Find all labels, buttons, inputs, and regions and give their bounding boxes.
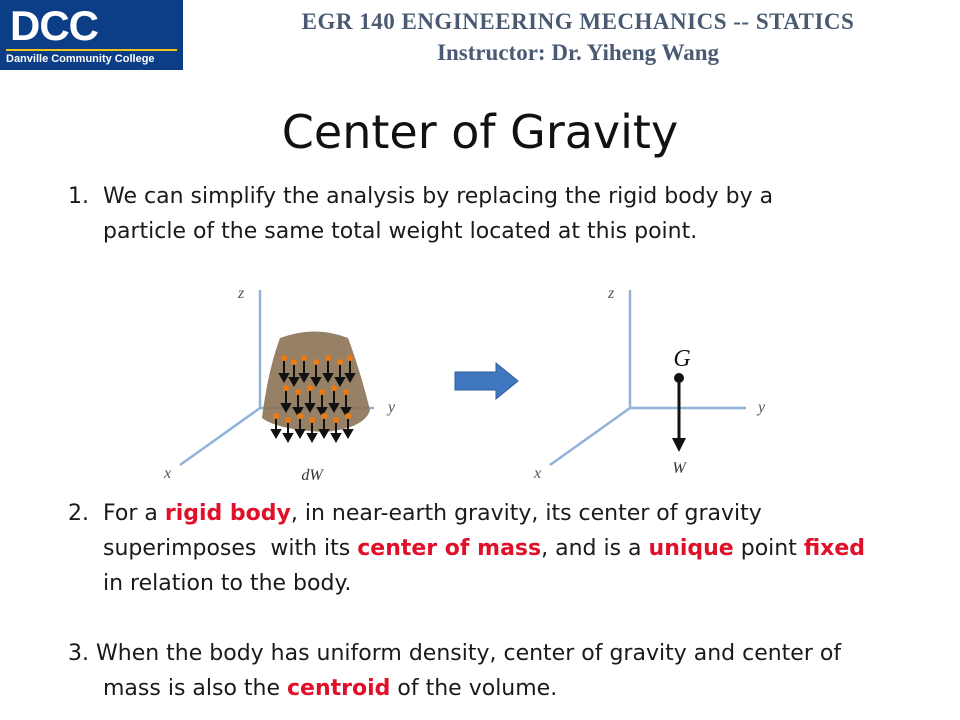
left-y-label: y xyxy=(388,399,396,416)
highlight-center-of-mass: center of mass xyxy=(357,536,542,561)
point-2-line-3: in relation to the body. xyxy=(103,571,352,596)
right-z-label: z xyxy=(608,285,615,302)
point-3-line-2 xyxy=(103,671,557,706)
point-2-line-2 xyxy=(103,531,865,566)
point-2-text-e: point xyxy=(733,536,804,561)
W-label: W xyxy=(672,460,686,477)
slide-title: Center of Gravity xyxy=(281,105,679,159)
course-title: EGR 140 ENGINEERING MECHANICS -- STATICS xyxy=(301,9,855,34)
instructor-name: Instructor: Dr. Yiheng Wang xyxy=(437,40,719,65)
point-2-line-1 xyxy=(68,496,762,531)
right-y-label: y xyxy=(758,399,766,416)
logo-mark: DCC xyxy=(10,2,98,49)
logo-college-name: Danville Community College xyxy=(6,53,155,65)
point-2-text-c: superimposes with its xyxy=(103,536,358,561)
point-1 xyxy=(68,179,89,214)
point-2-text-b: , in near-earth gravity, its center of gravity xyxy=(290,501,762,526)
left-x-axis xyxy=(180,408,260,465)
right-x-label: x xyxy=(534,465,542,482)
logo-divider xyxy=(6,49,177,51)
point-2-text-d: , and is a xyxy=(541,536,649,561)
G-label: G xyxy=(673,346,691,372)
point-1-line-1: We can simplify the analysis by replacing the rigid body by a xyxy=(103,184,774,209)
highlight-centroid: centroid xyxy=(287,676,391,701)
highlight-rigid-body: rigid body xyxy=(164,501,291,526)
left-z-label: z xyxy=(238,285,245,302)
point-3-text-b: mass is also the xyxy=(103,676,288,701)
college-logo xyxy=(0,0,183,70)
point-3-number: 3. xyxy=(68,641,89,666)
highlight-fixed: fixed xyxy=(803,536,865,561)
left-x-label: x xyxy=(164,465,172,482)
point-2-number: 2. xyxy=(68,501,89,526)
point-2-text-a: For a xyxy=(103,501,165,526)
right-x-axis xyxy=(550,408,630,465)
point-3-line-1 xyxy=(68,636,841,671)
point-3-text-c: of the volume. xyxy=(390,676,558,701)
point-1-number: 1. xyxy=(68,184,89,209)
dW-label: dW xyxy=(301,467,323,484)
gravity-diagram xyxy=(140,270,820,485)
point-3-text-a: When the body has uniform density, center of gravity and center of xyxy=(96,641,842,666)
highlight-unique: unique xyxy=(648,536,734,561)
point-1-line-2: particle of the same total weight located at this point. xyxy=(103,219,698,244)
transform-arrow-icon xyxy=(455,363,518,399)
right-axes xyxy=(533,285,766,482)
total-weight-arrowhead-icon xyxy=(672,438,686,452)
